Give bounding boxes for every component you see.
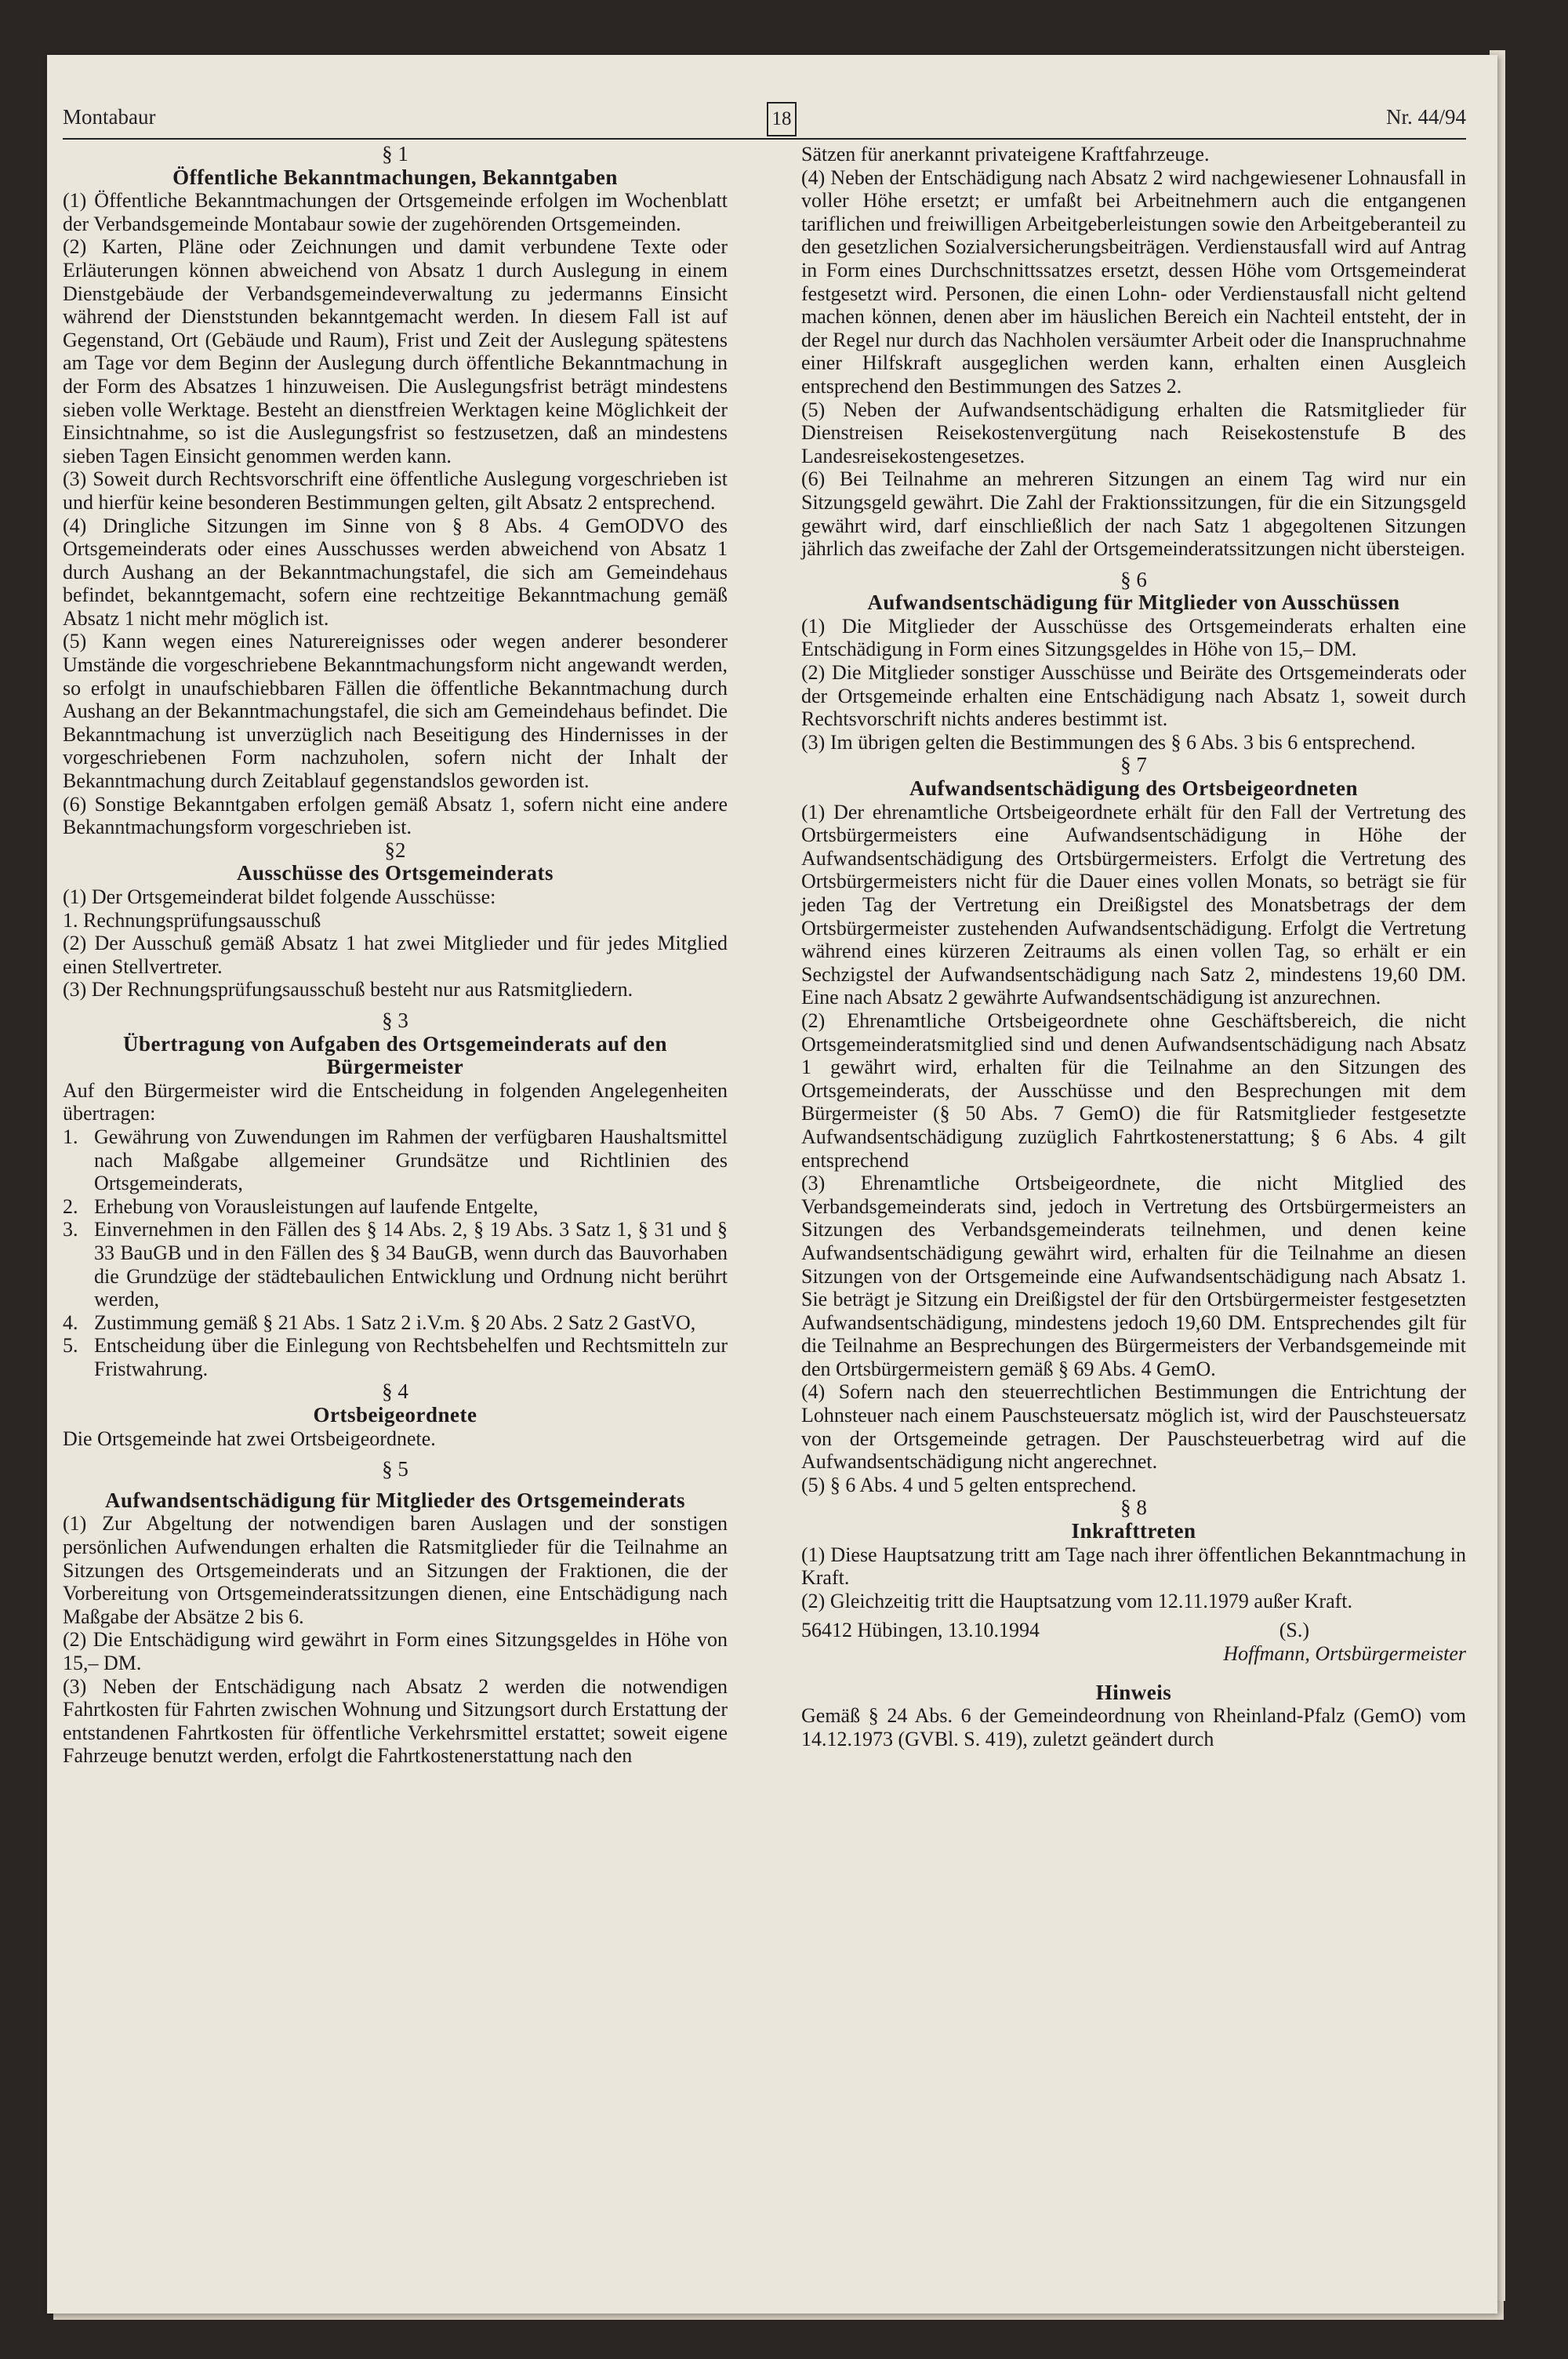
paragraph: 1. Rechnungsprüfungsausschuß bbox=[63, 908, 321, 932]
list-item: 1. Gewährung von Zuwendungen im Rahmen der verfügbaren Haushaltsmittel nach Maßgabe allgemeiner Grundsätze und Richtlinien des Ortsgemeinderats, bbox=[63, 1125, 728, 1195]
paragraph: (2) Ehrenamtliche Ortsbeigeordnete ohne Geschäftsbereich, die nicht Ortsgemeinderatsmitglied sind und denen Aufwandsentschädigung nach Absatz 1 gewährt wird, erhalten für die Teilnahme an den Sitzungen des Ortsgemeinderats, der Ausschüsse und den Besprechungen mit dem Bürgermeister (§ 50 Abs. 7 GemO) die für Ratsmitglieder festgesetzte Aufwandsentschädigung zuzüglich Fahrtkostenerstattung; § 6 Abs. 4 gilt entsprechend bbox=[801, 1009, 1466, 1172]
paragraph: Sätzen für anerkannt privateigene Kraftfahrzeuge. bbox=[801, 143, 1210, 165]
paragraph: (1) Diese Hauptsatzung tritt am Tage nach ihrer öffentlichen Bekanntmachung in Kraft. bbox=[801, 1543, 1466, 1590]
left-column bbox=[63, 143, 728, 1768]
header-town: Montabaur bbox=[63, 105, 156, 129]
paragraph: (6) Sonstige Bekanntgaben erfolgen gemäß Absatz 1, sofern nicht eine andere Bekanntmachungsform vorgeschrieben ist. bbox=[63, 792, 728, 839]
list-item: 5. Entscheidung über die Einlegung von Rechtsbehelfen und Rechtsmitteln zur Fristwahrung. bbox=[63, 1334, 728, 1380]
paragraph: (3) Im übrigen gelten die Bestimmungen des § 6 Abs. 3 bis 6 entsprechend. bbox=[801, 730, 1416, 754]
place-date: 56412 Hübingen, 13.10.1994 bbox=[801, 1619, 1040, 1642]
paragraph: (5) Kann wegen eines Naturereignisses oder wegen anderer besonderer Umstände die vorgeschriebene Bekanntmachungsform nicht angewandt werden, so erfolgt in unaufschiebbaren Fällen die öffentliche Bekanntmachung durch Aushang an der Bekanntmachungstafel, die sich am Gemeindehaus befindet. Die Bekanntmachung ist unverzüglich nach Beseitigung des Hindernisses in der vorgeschriebenen Form nachzuholen, sofern nicht der Inhalt der Bekanntmachung durch Zeitablauf gegenstandslos geworden ist. bbox=[63, 630, 728, 793]
section-3-number: § 3 bbox=[382, 1008, 408, 1032]
page-number: 18 bbox=[767, 102, 797, 136]
paragraph: (3) Der Rechnungsprüfungsausschuß besteht nur aus Ratsmitgliedern. bbox=[63, 978, 633, 1001]
list-item: 3. Einvernehmen in den Fällen des § 14 Abs. 2, § 19 Abs. 3 Satz 1, § 31 und § 33 BauGB und in den Fällen des § 34 BauGB, wenn durch das Bauvorhaben die Grundzüge der städtebaulichen Entwicklung und Ordnung nicht berührt werden, bbox=[63, 1218, 728, 1311]
list-item: 2. Erhebung von Vorausleistungen auf laufende Entgelte, bbox=[63, 1194, 539, 1218]
page-header bbox=[63, 102, 1466, 140]
paragraph: (4) Sofern nach den steuerrechtlichen Bestimmungen die Entrichtung der Lohnsteuer nach einem Pauschsteuersatz möglich ist, wird der Pauschsteuersatz von der Ortsgemeinde getragen. Der Pauschsteuerbetrag wird auf die Aufwandsentschädigung nicht angerechnet. bbox=[801, 1380, 1466, 1474]
paragraph: (6) Bei Teilnahme an mehreren Sitzungen an einem Tag wird nur ein Sitzungsgeld gewährt. Die Zahl der Fraktionssitzungen, für die ein Sitzungsgeld gewährt wird, darf einschließlich der nach Satz 1 abgegoltenen Sitzungen jährlich das zweifache der Zahl der Ortsgemeinderatssitzungen nicht übersteigen. bbox=[801, 467, 1466, 561]
section-1-title: Öffentliche Bekanntmachungen, Bekanntgaben bbox=[172, 165, 618, 189]
right-column bbox=[801, 143, 1466, 1750]
paragraph: (2) Karten, Pläne oder Zeichnungen und damit verbundene Texte oder Erläuterungen können abweichend von Absatz 1 durch Auslegung in einem Dienstgebäude der Verbandsgemeindeverwaltung zu jedermanns Einsicht während der Dienststunden bekanntgemacht werden. In diesem Fall ist auf Gegenstand, Ort (Gebäude und Raum), Frist und Zeit der Auslegung spätestens am Tage vor dem Beginn der Auslegung durch öffentliche Bekanntmachung in der Form des Absatzes 1 hinzuweisen. Die Auslegungsfrist beträgt mindestens sieben volle Werktage. Besteht an dienstfreien Werktagen keine Möglichkeit der Einsichtnahme, so ist die Auslegungsfrist so festzusetzen, daß an mindestens sieben Tagen Einsicht genommen werden kann. bbox=[63, 235, 728, 467]
signature-line bbox=[801, 1619, 1466, 1642]
section-6-title: Aufwandsentschädigung für Mitglieder von Ausschüssen bbox=[867, 591, 1400, 615]
section-4-number: § 4 bbox=[382, 1379, 408, 1404]
paragraph: (5) Neben der Aufwandsentschädigung erhalten die Ratsmitglieder für Dienstreisen Reisekostenvergütung nach Reisekostenstufe B des Landesreisekostengesetzes. bbox=[801, 398, 1466, 467]
seal: (S.) bbox=[1279, 1619, 1309, 1642]
issue-number: Nr. 44/94 bbox=[1385, 105, 1466, 129]
section-4-title: Ortsbeigeordnete bbox=[313, 1403, 477, 1427]
paragraph: (4) Dringliche Sitzungen im Sinne von § 8 Abs. 4 GemODVO des Ortsgemeinderats oder eines Ausschusses werden abweichend von Absatz 1 durch Aushang an der Bekanntmachungstafel, die sich am Gemeindehaus befindet, bekanntgemacht, sofern eine rechtzeitige Bekanntmachung gemäß Absatz 1 nicht mehr möglich ist. bbox=[63, 514, 728, 630]
paragraph: Auf den Bürgermeister wird die Entscheidung in folgenden Angelegenheiten übertragen: bbox=[63, 1078, 728, 1125]
paragraph: (2) Die Entschädigung wird gewährt in Form eines Sitzungsgeldes in Höhe von 15,– DM. bbox=[63, 1628, 728, 1674]
paragraph: (3) Ehrenamtliche Ortsbeigeordnete, die nicht Mitglied des Verbandsgemeinderats sind, jedoch in Vertretung des Ortsbürgermeisters an Sitzungen des Verbandsgemeinderats teilnehmen, und denen keine Aufwandsentschädigung gewährt wird, erhalten für die Teilnahme an diesen Sitzungen von der Ortsgemeinde eine Aufwandsentschädigung nach Absatz 1. Sie beträgt je Sitzung ein Dreißigstel der für den Ortsbürgermeister festgesetzten Aufwandsentschädigung, mindestens jedoch 19,60 DM. Entsprechendes gilt für die Teilnahme an Besprechungen des Bürgermeisters der Verbandsgemeinde mit den Ortsbürgermeistern gemäß § 69 Abs. 4 GemO. bbox=[801, 1172, 1466, 1380]
paragraph: (3) Soweit durch Rechtsvorschrift eine öffentliche Auslegung vorgeschrieben ist und hierfür keine besonderen Bestimmungen gelten, gilt Absatz 2 entsprechend. bbox=[63, 467, 728, 514]
paragraph: Gemäß § 24 Abs. 6 der Gemeindeordnung von Rheinland-Pfalz (GemO) vom 14.12.1973 (GVBl. S. 419), zuletzt geändert durch bbox=[801, 1704, 1466, 1750]
paragraph: (5) § 6 Abs. 4 und 5 gelten entsprechend. bbox=[801, 1473, 1137, 1496]
paragraph: (4) Neben der Entschädigung nach Absatz 2 wird nachgewiesener Lohnausfall in voller Höhe ersetzt; er umfaßt bei Arbeitnehmern auch die entgangenen tariflichen und freiwilligen Arbeitgeberleistungen sowie den Arbeitgeberanteil zu den gesetzlichen Sozialversicherungsbeiträgen. Verdienstausfall wird auf Antrag in Form eines Durchschnittssatzes ersetzt, dessen Höhe vom Ortsgemeinderat festgesetzt wird. Personen, die einen Lohn- oder Verdienstausfall nicht geltend machen können, denen aber im häuslichen Bereich ein Nachteil entsteht, der in der Regel nur durch das Nachholen versäumter Arbeit oder die Inanspruchnahme einer Hilfskraft ausgeglichen werden kann, erhalten einen Ausgleich entsprechend den Bestimmungen des Satzes 2. bbox=[801, 165, 1466, 398]
section-2-number: §2 bbox=[384, 838, 406, 862]
signatory: Hoffmann, Ortsbürgermeister bbox=[1223, 1642, 1466, 1665]
paragraph: (3) Neben der Entschädigung nach Absatz 2 werden die notwendigen Fahrtkosten für Fahrten zwischen Wohnung und Sitzungsort durch Erstattung der entstandenen Fahrtkosten für öffentliche Verkehrsmittel erstattet; soweit eigene Fahrzeuge benutzt werden, erfolgt die Fahrtkostenerstattung nach den bbox=[63, 1674, 728, 1768]
section-8-number: § 8 bbox=[1120, 1496, 1147, 1520]
section-6-number: § 6 bbox=[1120, 567, 1147, 591]
section-1-number: § 1 bbox=[382, 142, 408, 165]
paragraph: (1) Der ehrenamtliche Ortsbeigeordnete erhält für den Fall der Vertretung des Ortsbürgermeisters eine Aufwandsentschädigung in Höhe der Aufwandsentschädigung des Ortsbürgermeisters. Erfolgt die Vertretung des Ortsbürgermeisters nicht für die Dauer eines vollen Monats, so beträgt sie für jeden Tag der Vertretung ein Dreißigstel des Monatsbetrags der dem Ortsbürgermeister zustehenden Aufwandsentschädigung. Erfolgt die Vertretung während eines kürzeren Zeitraums als einen vollen Tag, so erhält er ein Sechzigstel der Aufwandsentschädigung nach Satz 2, mindestens 19,60 DM. Eine nach Absatz 2 gewährte Aufwandsentschädigung ist anzurechnen. bbox=[801, 800, 1466, 1009]
paragraph: (2) Der Ausschuß gemäß Absatz 1 hat zwei Mitglieder und für jedes Mitglied einen Stellvertreter. bbox=[63, 932, 728, 978]
section-7-number: § 7 bbox=[1120, 753, 1147, 777]
paragraph: Die Ortsgemeinde hat zwei Ortsbeigeordnete. bbox=[63, 1427, 436, 1450]
section-8-title: Inkrafttreten bbox=[1071, 1519, 1196, 1543]
paragraph: (1) Öffentliche Bekanntmachungen der Ortsgemeinde erfolgen im Wochenblatt der Verbandsgemeinde Montabaur sowie der zugehörenden Ortsgemeinden. bbox=[63, 189, 728, 235]
paragraph: (1) Der Ortsgemeinderat bildet folgende Ausschüsse: bbox=[63, 885, 496, 908]
paragraph: (2) Gleichzeitig tritt die Hauptsatzung vom 12.11.1979 außer Kraft. bbox=[801, 1589, 1353, 1612]
hinweis-title: Hinweis bbox=[1095, 1680, 1172, 1704]
section-5-number: § 5 bbox=[382, 1457, 408, 1481]
paragraph: (1) Die Mitglieder der Ausschüsse des Ortsgemeinderats erhalten eine Entschädigung in Form eines Sitzungsgeldes in Höhe von 15,– DM. bbox=[801, 614, 1466, 661]
section-2-title: Ausschüsse des Ortsgemeinderats bbox=[237, 861, 554, 885]
section-5-title: Aufwandsentschädigung für Mitglieder des Ortsgemeinderats bbox=[104, 1488, 685, 1512]
paragraph: (2) Die Mitglieder sonstiger Ausschüsse und Beiräte des Ortsgemeinderats oder der Ortsgemeinde erhalten eine Entschädigung nach Absatz 1, soweit durch Rechtsvorschrift nichts anderes bestimmt ist. bbox=[801, 661, 1466, 731]
section-7-title: Aufwandsentschädigung des Ortsbeigeordneten bbox=[909, 776, 1359, 801]
section-3-title: Übertragung von Aufgaben des Ortsgemeinderats auf den Bürgermeister bbox=[122, 1031, 667, 1079]
paragraph: (1) Zur Abgeltung der notwendigen baren Auslagen und der sonstigen persönlichen Aufwendungen erhalten die Ratsmitglieder für die Teilnahme an Sitzungen des Ortsgemeinderats und an Sitzungen der Fraktionen, die der Vorbereitung von Ortsgemeinderatssitzungen dienen, eine Entschädigung nach Maßgabe der Absätze 2 bis 6. bbox=[63, 1512, 728, 1628]
list-item: 4. Zustimmung gemäß § 21 Abs. 1 Satz 2 i.V.m. § 20 Abs. 2 Satz 2 GastVO, bbox=[63, 1310, 696, 1334]
